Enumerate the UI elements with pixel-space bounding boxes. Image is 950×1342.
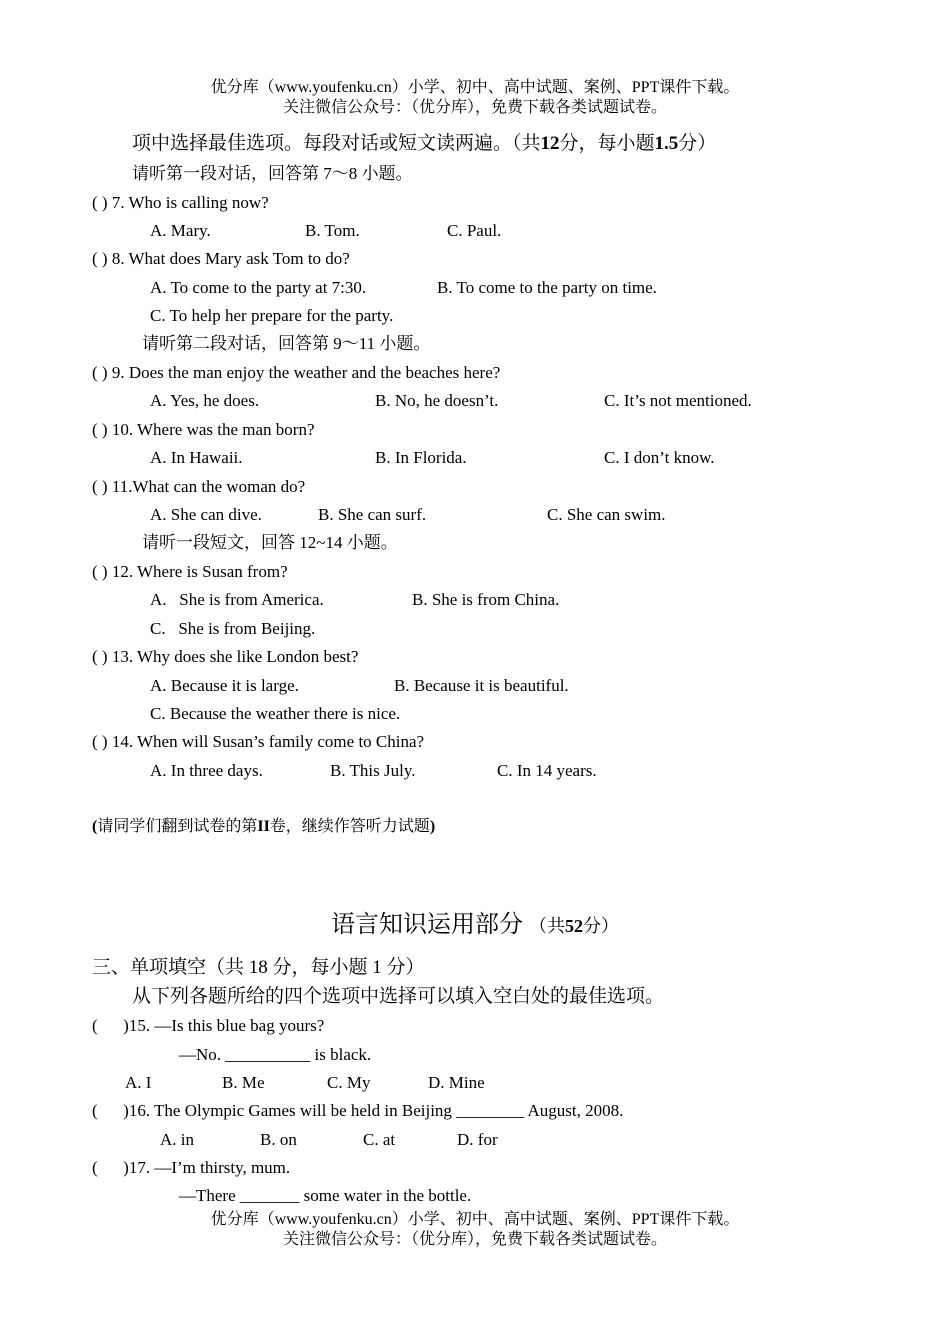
q14-option-c: C. In 14 years.: [497, 761, 597, 780]
q9-option-c: C. It’s not mentioned.: [604, 391, 752, 410]
q14-option-b: B. This July.: [330, 761, 416, 780]
header-line-2: 关注微信公众号：（优分库），免费下载各类试题试卷。: [282, 99, 667, 116]
q10-option-b: B. In Florida.: [375, 448, 467, 467]
q7-option-a: A. Mary.: [150, 221, 211, 240]
part-3-heading: 三、单项填空（共 18 分，每小题 1 分）: [92, 957, 425, 978]
q7-option-c: C. Paul.: [447, 221, 502, 240]
question-12: ( ) 12. Where is Susan from?: [92, 562, 288, 581]
q9-option-a: A. Yes, he does.: [150, 391, 260, 410]
question-8: ( ) 8. What does Mary ask Tom to do?: [92, 249, 350, 268]
listening-intro: 项中选择最佳选项。每段对话或短文读两遍。（共12分，每小题1.5分）: [132, 133, 717, 154]
question-17: ( )17. —I’m thirsty, mum.: [92, 1158, 291, 1177]
footer-line-1: 优分库（www.youfenku.cn）小学、初中、高中试题、案例、PPT课件下载。: [210, 1211, 740, 1228]
q16-option-d: D. for: [457, 1130, 498, 1149]
q7-option-b: B. Tom.: [305, 221, 360, 240]
q15-option-c: C. My: [327, 1073, 371, 1092]
part-3-instruction: 从下列各题所给的四个选项中选择可以填入空白处的最佳选项。: [132, 986, 665, 1007]
question-13: ( ) 13. Why does she like London best?: [92, 647, 359, 666]
q12-option-b: B. She is from China.: [412, 590, 560, 609]
question-9: ( ) 9. Does the man enjoy the weather and the beaches here?: [92, 363, 501, 382]
question-15: ( )15. —Is this blue bag yours?: [92, 1016, 325, 1035]
listening-section-3: 请听一段短文，回答 12~14 小题。: [142, 533, 398, 552]
question-7: ( ) 7. Who is calling now?: [92, 193, 269, 212]
q15-option-d: D. Mine: [428, 1073, 485, 1092]
q13-option-c: C. Because the weather there is nice.: [150, 704, 401, 723]
q16-option-c: C. at: [363, 1130, 396, 1149]
q8-option-a: A. To come to the party at 7:30.: [150, 278, 367, 297]
q15-option-b: B. Me: [222, 1073, 265, 1092]
q16-option-b: B. on: [260, 1130, 297, 1149]
footer-line-2: 关注微信公众号：（优分库），免费下载各类试题试卷。: [282, 1231, 667, 1248]
q13-option-a: A. Because it is large.: [150, 676, 299, 695]
question-11: ( ) 11.What can the woman do?: [92, 477, 306, 496]
header-line-1: 优分库（www.youfenku.cn）小学、初中、高中试题、案例、PPT课件下载。: [210, 79, 740, 96]
q15-line-2: —No. __________ is black.: [179, 1045, 372, 1064]
q11-option-a: A. She can dive.: [150, 505, 262, 524]
question-14: ( ) 14. When will Susan’s family come to China?: [92, 732, 425, 751]
q15-option-a: A. I: [125, 1073, 152, 1092]
q9-option-b: B. No, he doesn’t.: [375, 391, 499, 410]
q16-option-a: A. in: [160, 1130, 194, 1149]
q11-option-b: B. She can surf.: [318, 505, 427, 524]
intro-points: 12: [540, 133, 560, 154]
q11-option-c: C. She can swim.: [547, 505, 666, 524]
listening-section-1: 请听第一段对话，回答第 7～8 小题。: [132, 164, 413, 183]
q12-option-a: A. She is from America.: [150, 590, 324, 609]
q17-line-2: —There _______ some water in the bottle.: [179, 1186, 472, 1205]
question-16: ( )16. The Olympic Games will be held in Beijing ________ August, 2008.: [92, 1101, 624, 1120]
q8-option-b: B. To come to the party on time.: [437, 278, 657, 297]
listening-section-2: 请听第二段对话，回答第 9～11 小题。: [142, 334, 431, 353]
q14-option-a: A. In three days.: [150, 761, 263, 780]
turn-page-note: (请同学们翻到试卷的第II卷，继续作答听力试题): [92, 818, 436, 835]
q8-option-c: C. To help her prepare for the party.: [150, 306, 394, 325]
question-10: ( ) 10. Where was the man born?: [92, 420, 315, 439]
q13-option-b: B. Because it is beautiful.: [394, 676, 569, 695]
intro-each-points: 1.5: [654, 133, 679, 154]
section-title: 语言知识运用部分 （共52分）: [331, 912, 619, 938]
q10-option-c: C. I don’t know.: [604, 448, 715, 467]
q12-option-c: C. She is from Beijing.: [150, 619, 316, 638]
q10-option-a: A. In Hawaii.: [150, 448, 243, 467]
